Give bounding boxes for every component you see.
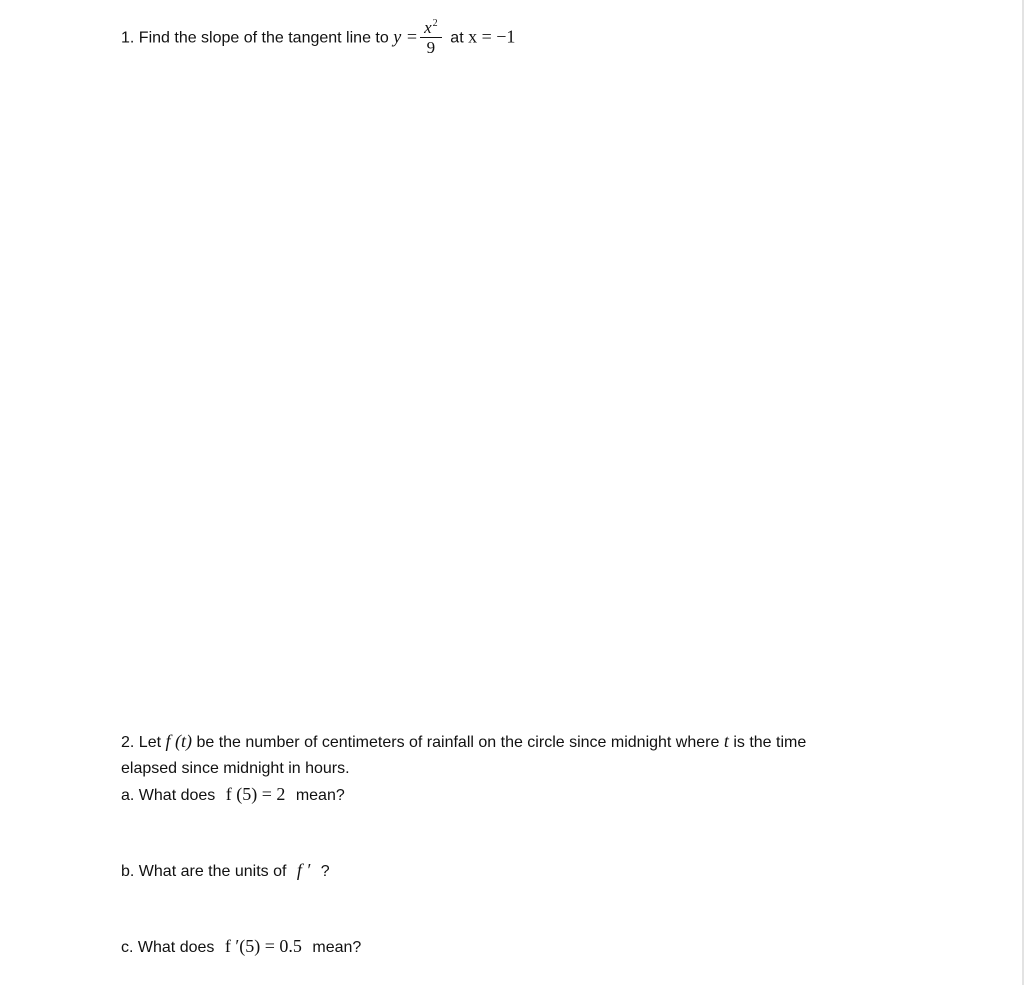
- question-2c-label: c.: [121, 939, 134, 956]
- question-1-at: at: [450, 29, 464, 47]
- question-2a-after: mean?: [295, 787, 345, 804]
- question-2-intro-mid: be the number of centimeters of rainfall on the circle since midnight where: [196, 734, 720, 751]
- question-2-let: Let: [138, 734, 162, 751]
- question-2-intro: [121, 731, 806, 753]
- fraction-denominator: 9: [426, 38, 436, 57]
- question-1: [121, 17, 515, 60]
- question-2c-after: mean?: [312, 939, 362, 956]
- question-1-lhs: y =: [393, 26, 418, 47]
- question-2-func: f (t): [165, 731, 192, 751]
- question-2c-text: What does: [137, 939, 215, 956]
- question-2-number: 2.: [121, 734, 135, 751]
- question-2a-text: What does: [138, 787, 216, 804]
- question-2a-expr: f (5) = 2: [225, 784, 286, 804]
- fraction-numerator: $x^2$: [424, 18, 438, 37]
- question-2c: [121, 936, 361, 958]
- question-2b-text: What are the units of: [138, 863, 287, 880]
- question-2b: [121, 860, 330, 882]
- question-2b-expr: f ′: [296, 860, 311, 880]
- question-1-fraction: [420, 15, 442, 58]
- question-2a: [121, 784, 345, 806]
- question-1-number: 1.: [121, 29, 135, 47]
- question-1-condition: x = −1: [468, 26, 516, 47]
- question-2a-label: a.: [121, 787, 135, 804]
- question-2b-label: b.: [121, 863, 135, 880]
- question-2c-expr: f ′(5) = 0.5: [224, 936, 302, 956]
- question-1-text: Find the slope of the tangent line to: [138, 29, 389, 47]
- question-2-intro-line2: elapsed since midnight in hours.: [121, 760, 350, 777]
- question-2-var-t: t: [723, 731, 729, 751]
- question-2-intro-end: is the time: [733, 734, 807, 751]
- question-2b-after: ?: [320, 863, 330, 880]
